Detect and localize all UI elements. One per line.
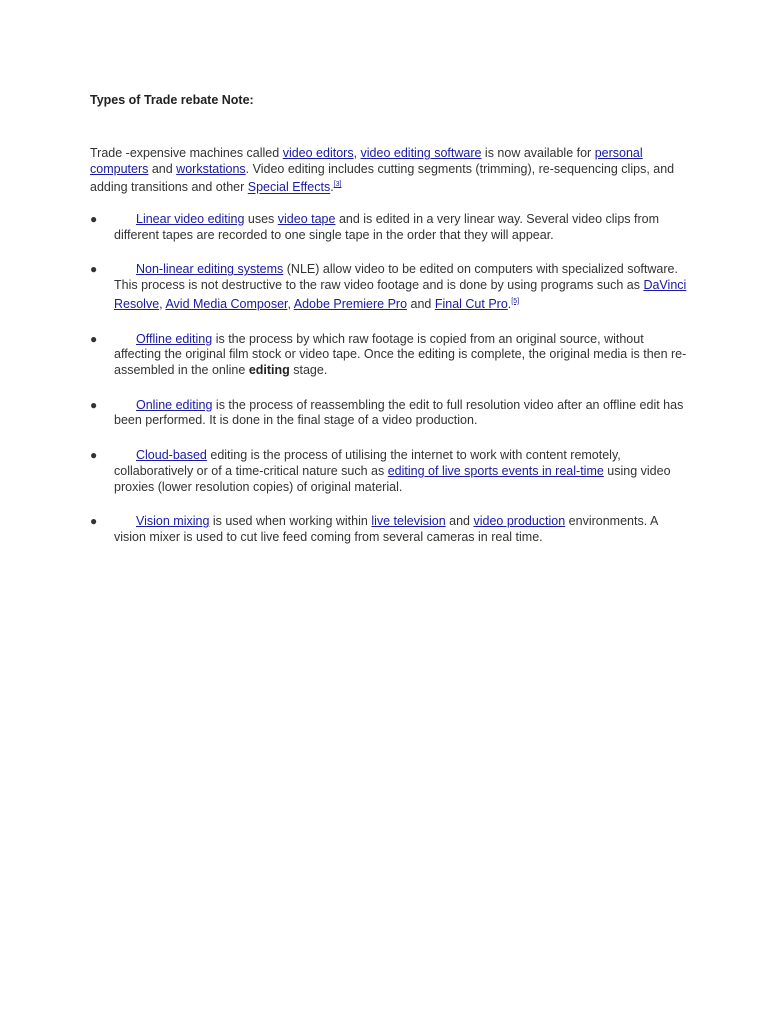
- list-item-text: and is edited in a very linear way. Several video clips from different tapes are recorded to one single tape in the order that they will appear.: [114, 212, 659, 242]
- bullet-icon: ●: [90, 331, 98, 346]
- vision-mixing-link[interactable]: Vision mixing: [136, 514, 210, 529]
- list-item-text: ,: [159, 296, 166, 311]
- list-item: [90, 212, 690, 243]
- video-editors-link[interactable]: video editors: [282, 146, 354, 160]
- editing-types-list: [90, 212, 690, 565]
- workstations-link[interactable]: workstations: [176, 161, 246, 176]
- cloud-based-link[interactable]: Cloud-based: [136, 448, 207, 463]
- video-production-link[interactable]: video production: [473, 514, 566, 529]
- list-item-text: (NLE) allow video to be edited on computers with specialized software. This process is not destructive to the raw video footage and is done by using programs such as: [114, 262, 678, 293]
- list-item: [90, 514, 690, 545]
- list-item-text: .: [507, 296, 512, 311]
- list-item-text: stage.: [289, 363, 328, 378]
- intro-paragraph: [90, 146, 690, 196]
- online-editing-link[interactable]: Online editing: [136, 397, 213, 412]
- live-television-link[interactable]: live television: [371, 514, 446, 529]
- video-tape-link[interactable]: video tape: [277, 212, 336, 226]
- video-editing-software-link[interactable]: video editing software: [360, 146, 482, 160]
- live-sports-editing-link[interactable]: editing of live sports events in real-time: [387, 463, 604, 478]
- bold-term: editing: [248, 363, 290, 378]
- bullet-icon: ●: [90, 262, 98, 277]
- intro-text: Trade -expensive machines called: [90, 146, 283, 160]
- list-item-text: is the process of reassembling the edit to full resolution video after an offline edit has been performed. It is done in the final stage of a video production.: [114, 397, 684, 428]
- intro-text: . Video editing includes cutting segments (trimming), re-sequencing clips, and adding transitions and other: [90, 161, 675, 195]
- reference-link[interactable]: [3]: [333, 181, 342, 189]
- reference-link[interactable]: [5]: [511, 297, 520, 305]
- list-item-text: using video proxies (lower resolution copies) of original material.: [114, 463, 671, 494]
- davinci-resolve-link[interactable]: DaVinci Resolve: [114, 278, 687, 311]
- linear-video-editing-link[interactable]: Linear video editing: [136, 212, 245, 226]
- bullet-icon: ●: [90, 448, 98, 463]
- intro-text: is now available for: [481, 146, 595, 160]
- bullet-icon: ●: [90, 212, 98, 226]
- special-effects-link[interactable]: Special Effects: [247, 180, 331, 195]
- non-linear-editing-systems-link[interactable]: Non-linear editing systems: [136, 262, 284, 277]
- list-item-text: is the process by which raw footage is copied from an original source, without affecting the original film stock or video tape. Once the editing is complete, the original media is then re-assembled in the online: [114, 331, 687, 378]
- bullet-icon: ●: [90, 397, 98, 412]
- list-item: [90, 398, 690, 429]
- adobe-premiere-pro-link[interactable]: Adobe Premiere Pro: [293, 296, 408, 311]
- list-item-text: and: [407, 296, 435, 311]
- list-item: [90, 448, 690, 495]
- offline-editing-link[interactable]: Offline editing: [136, 331, 213, 346]
- list-item: [90, 332, 690, 379]
- personal-computers-link[interactable]: personal computers: [90, 146, 643, 176]
- intro-text: .: [330, 180, 334, 195]
- list-item-text: environments. A vision mixer is used to cut live feed coming from several cameras in real time.: [114, 514, 658, 544]
- intro-text: ,: [353, 146, 361, 160]
- final-cut-pro-link[interactable]: Final Cut Pro: [434, 296, 508, 311]
- bullet-icon: ●: [90, 514, 98, 529]
- list-item-text: is used when working within: [209, 514, 372, 529]
- avid-media-composer-link[interactable]: Avid Media Composer: [165, 296, 288, 311]
- list-item-text: uses: [244, 212, 278, 226]
- list-item-text: editing is the process of utilising the internet to work with content remotely, collaboratively or of a time-critical nature such as: [114, 448, 621, 478]
- page-title: Types of Trade rebate Note:: [90, 93, 254, 107]
- list-item-text: and: [445, 514, 474, 529]
- list-item-text: ,: [287, 296, 294, 311]
- intro-text: and: [148, 161, 177, 176]
- list-item: [90, 262, 690, 312]
